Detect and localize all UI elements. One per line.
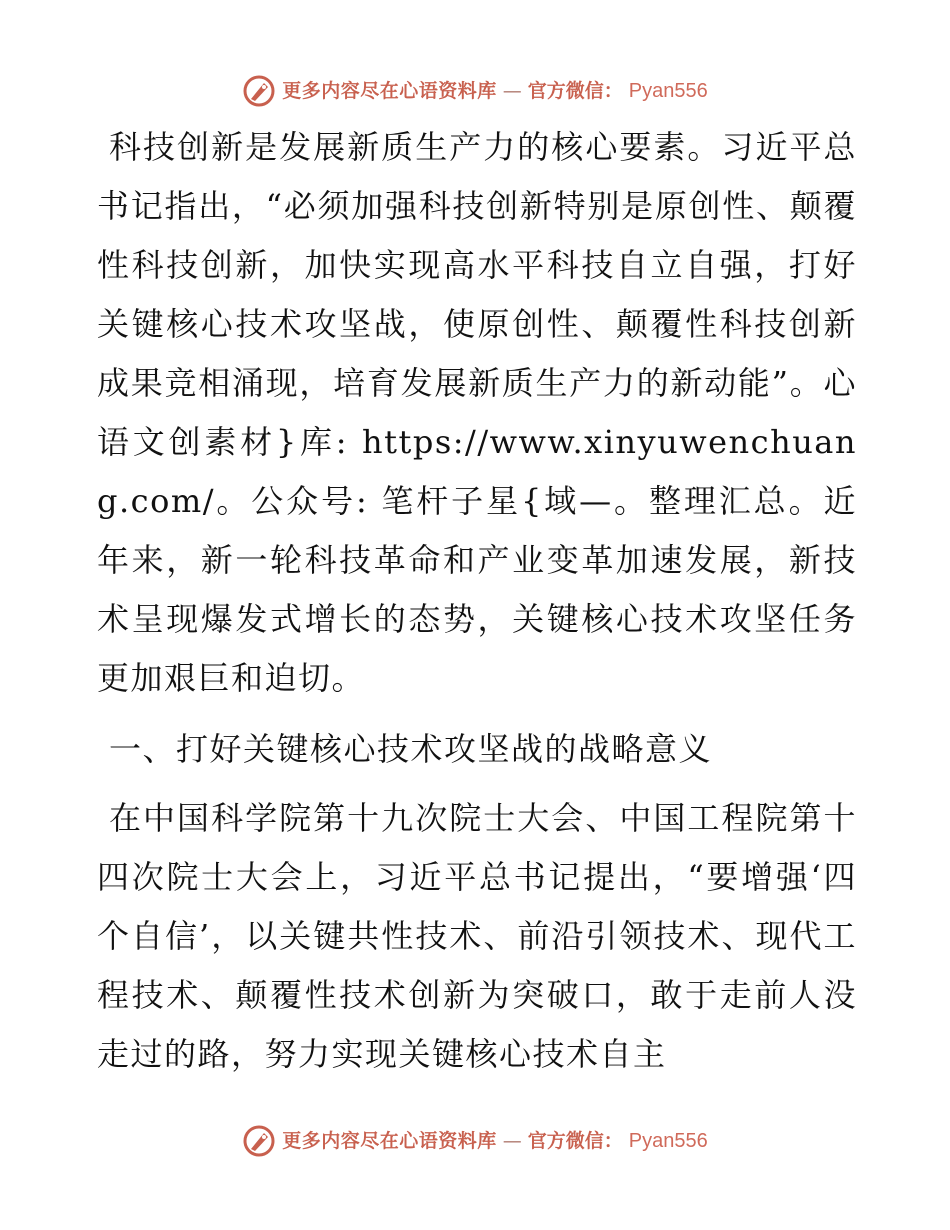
body-paragraph-2: 在中国科学院第十九次院士大会、中国工程院第十四次院士大会上，习近平总书记提出，“要增强‘四个自信’，以关键共性技术、前沿引领技术、现代工程技术、颠覆性技术创新为突破口，敢于走前人没走过的路，努力实现关键核心技术自主 [97,799,857,1073]
watermark-separator: — [502,1129,522,1152]
pen-nib-logo-icon [242,74,276,108]
document-body [97,118,857,1084]
section-heading-1: 一、打好关键核心技术攻坚战的战略意义 [109,730,713,768]
watermark-text: 更多内容尽在心语资料库 [282,1129,497,1152]
body-paragraph-1: 科技创新是发展新质生产力的核心要素。习近平总书记指出，“必须加强科技创新特别是原创性、颠覆性科技创新，加快实现高水平科技自立自强，打好关键核心技术攻坚战，使原创性、颠覆性科技创新成果竞相涌现，培育发展新质生产力的新动能”。心语文创素材}库: https://www.xinyuwenchuang.com/。公众号: 笔杆子星{域—。整理汇总。近年来，新一轮科技革命和产业变革加速发展，新技术呈现爆发式增长的态势，关键核心技术攻坚任务更加艰巨和迫切。 [97,128,857,697]
watermark-contact-label: 官方微信： [527,79,623,102]
watermark-text: 更多内容尽在心语资料库 [282,79,497,102]
watermark-contact-id: Pyan556 [628,80,708,102]
watermark-contact-label: 官方微信： [527,1129,623,1152]
watermark-separator: — [502,79,522,102]
pen-nib-logo-icon [242,1124,276,1158]
header-watermark [0,74,950,108]
watermark-contact-id: Pyan556 [628,1130,708,1152]
footer-watermark [0,1124,950,1158]
